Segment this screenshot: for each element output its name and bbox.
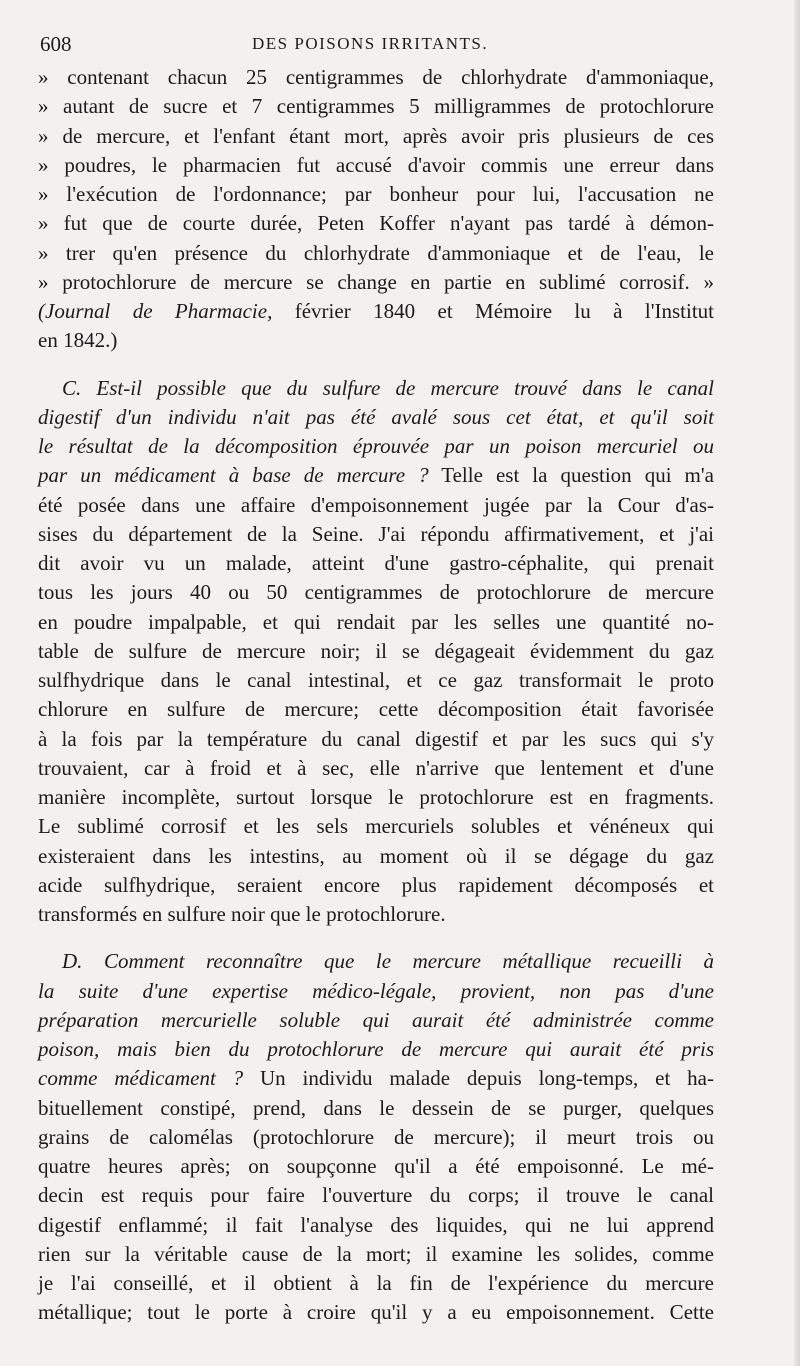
- text-span: existeraient dans les intestins, au moment où il se dégage du gaz: [38, 843, 714, 868]
- text-line: [38, 1298, 714, 1327]
- text-line: [38, 1006, 714, 1035]
- text-span: bituellement constipé, prend, dans le dessein de se purger, quelques: [38, 1095, 714, 1120]
- text-line: [38, 403, 714, 432]
- text-span: rien sur la véritable cause de la mort; il examine les solides, comme: [38, 1241, 714, 1266]
- italic-span: comme médicament ?: [38, 1066, 244, 1091]
- text-span: chlorure en sulfure de mercure; cette décomposition était favorisée: [38, 697, 714, 722]
- text-span: sises du département de la Seine. J'ai répondu affirmativement, et j'ai: [38, 521, 714, 546]
- text-line: [38, 63, 714, 92]
- text-span: table de sulfure de mercure noir; il se dégageait évidemment du gaz: [38, 638, 714, 663]
- text-span: en poudre impalpable, et qui rendait par les selles une quantité no-: [38, 609, 714, 634]
- text-span: sulfhydrique dans le canal intestinal, et ce gaz transformait le proto: [38, 668, 714, 692]
- text-line: [38, 1269, 714, 1298]
- text-span: » fut que de courte durée, Peten Koffer n'ayant pas tardé à démon-: [38, 211, 714, 236]
- italic-span: par un médicament à base de mercure ?: [38, 463, 429, 488]
- text-line: [38, 666, 714, 695]
- text-line: [38, 520, 714, 549]
- italic-span: le résultat de la décomposition éprouvée par un poison mercuriel ou: [38, 434, 714, 458]
- text-line: [38, 92, 714, 121]
- italic-span: digestif d'un individu n'ait pas été avalé sous cet état, et qu'il soit: [38, 404, 714, 429]
- text-line: [38, 326, 714, 355]
- text-line: [38, 842, 714, 871]
- text-line: [38, 432, 714, 461]
- text-span: dit avoir vu un malade, atteint d'une gastro-céphalite, qui prenait: [38, 551, 714, 575]
- text-span: quatre heures après; on soupçonne qu'il a été empoisonné. Le mé-: [38, 1154, 714, 1178]
- text-line: [38, 812, 714, 841]
- italic-span: D. Comment reconnaître que le mercure métallique recueilli à: [62, 949, 714, 974]
- text-span: février 1840 et Mémoire lu à l'Institut: [272, 299, 714, 323]
- text-span: été posée dans une affaire d'empoisonnement jugée par la Cour d'as-: [38, 492, 714, 517]
- text-span: » contenant chacun 25 centigrammes de chlorhydrate d'ammoniaque,: [38, 65, 714, 89]
- text-span: digestif enflammé; il fait l'analyse des liquides, qui ne lui apprend: [38, 1212, 714, 1237]
- body-text: [38, 63, 714, 1328]
- text-line: [38, 151, 714, 180]
- text-line: [38, 1152, 714, 1181]
- text-line: [38, 1240, 714, 1269]
- text-span: je l'ai conseillé, et il obtient à la fin de l'expérience du mercure: [38, 1271, 714, 1295]
- text-line: [38, 1181, 714, 1210]
- paragraph-spacer: [38, 356, 714, 374]
- text-span: Un individu malade depuis long-temps, et ha-: [243, 1066, 714, 1091]
- page-number: 608: [40, 32, 72, 56]
- text-span: decin est requis pour faire l'ouverture du corps; il trouve le canal: [38, 1183, 714, 1208]
- text-line: [38, 122, 714, 151]
- paragraph: [38, 63, 714, 356]
- text-line: [38, 637, 714, 666]
- paragraph: [38, 947, 714, 1327]
- text-span: en 1842.): [38, 328, 118, 353]
- text-line: [38, 1035, 714, 1064]
- text-line: [38, 1064, 714, 1093]
- text-span: trouvaient, car à froid et à sec, elle n'arrive que lentement et d'une: [38, 755, 714, 780]
- text-line: [38, 695, 714, 724]
- text-line: [38, 549, 714, 578]
- text-span: » trer qu'en présence du chlorhydrate d'ammoniaque et de l'eau, le: [38, 240, 714, 265]
- text-line: [38, 209, 714, 238]
- text-line: [38, 977, 714, 1006]
- text-span: » l'exécution de l'ordonnance; par bonheur pour lui, l'accusation ne: [38, 182, 714, 206]
- text-span: » de mercure, et l'enfant étant mort, après avoir pris plusieurs de ces: [38, 123, 714, 148]
- text-line: [38, 947, 714, 976]
- italic-span: (Journal de Pharmacie,: [38, 299, 273, 323]
- text-line: [38, 783, 714, 812]
- text-line: [38, 754, 714, 783]
- paragraph-spacer: [38, 929, 714, 947]
- text-span: manière incomplète, surtout lorsque le protochlorure est en fragments.: [38, 785, 714, 809]
- text-span: tous les jours 40 ou 50 centigrammes de protochlorure de mercure: [38, 580, 714, 605]
- text-line: [38, 578, 714, 607]
- text-line: [38, 608, 714, 637]
- text-line: [38, 297, 714, 326]
- text-span: à la fois par la température du canal digestif et par les sucs qui s'y: [38, 726, 714, 751]
- text-line: [38, 268, 714, 297]
- text-span: acide sulfhydrique, seraient encore plus rapidement décomposés et: [38, 872, 714, 897]
- text-line: [38, 900, 714, 929]
- text-span: métallique; tout le porte à croire qu'il y a eu empoisonnement. Cette: [38, 1300, 714, 1325]
- text-line: [38, 461, 714, 490]
- text-span: grains de calomélas (protochlorure de mercure); il meurt trois ou: [38, 1124, 714, 1149]
- text-span: Telle est la question qui m'a: [428, 463, 714, 488]
- page-edge-shadow: [794, 0, 800, 1366]
- text-span: » poudres, le pharmacien fut accusé d'avoir commis une erreur dans: [38, 152, 714, 177]
- text-span: Le sublimé corrosif et les sels mercuriels solubles et vénéneux qui: [38, 814, 714, 839]
- italic-span: préparation mercurielle soluble qui aurait été administrée comme: [38, 1007, 714, 1032]
- text-line: [38, 491, 714, 520]
- text-line: [38, 1211, 714, 1240]
- text-span: transformés en sulfure noir que le protochlorure.: [38, 902, 446, 926]
- text-line: [38, 180, 714, 209]
- text-line: [38, 239, 714, 268]
- text-line: [38, 725, 714, 754]
- italic-span: la suite d'une expertise médico-légale, provient, non pas d'une: [38, 978, 714, 1003]
- text-line: [38, 1123, 714, 1152]
- text-line: [38, 1094, 714, 1123]
- text-line: [38, 374, 714, 403]
- text-span: » protochlorure de mercure se change en partie en sublimé corrosif. »: [38, 269, 714, 294]
- text-line: [38, 871, 714, 900]
- text-span: » autant de sucre et 7 centigrammes 5 milligrammes de protochlorure: [38, 94, 714, 119]
- paragraph: [38, 374, 714, 930]
- italic-span: poison, mais bien du protochlorure de mercure qui aurait été pris: [38, 1037, 714, 1061]
- italic-span: C. Est-il possible que du sulfure de mercure trouvé dans le canal: [62, 375, 714, 400]
- running-head: DES POISONS IRRITANTS.: [252, 34, 489, 53]
